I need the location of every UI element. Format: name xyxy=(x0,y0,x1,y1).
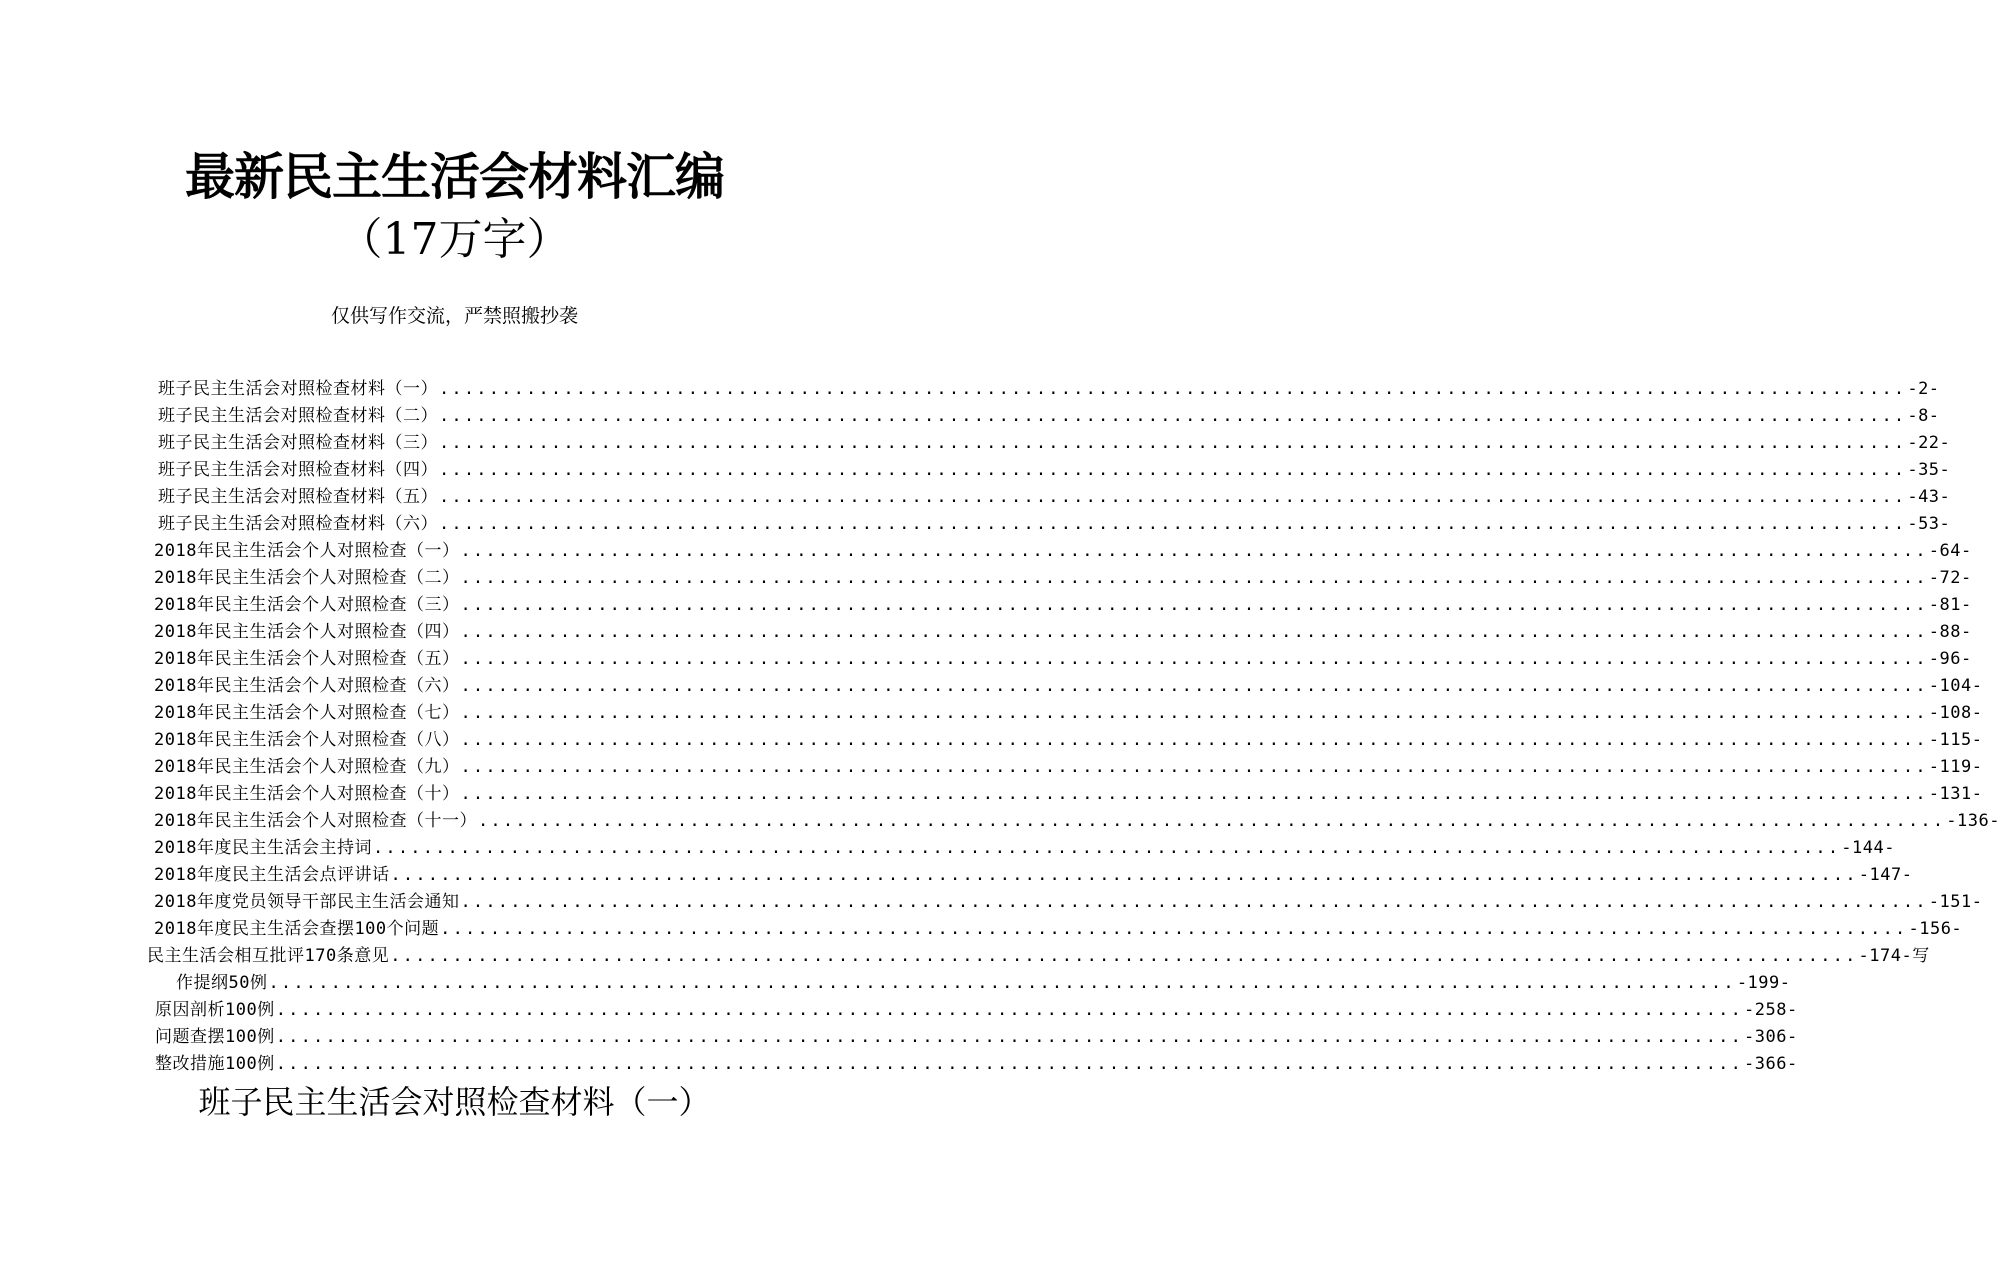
toc-entry-page: -53- xyxy=(1907,514,1951,534)
toc-entry[interactable] xyxy=(154,646,1972,673)
toc-entry[interactable] xyxy=(154,862,1913,889)
toc-dot-leader: ...................................................................................................................... xyxy=(275,1054,1744,1074)
toc-dot-leader: ...................................................................................................................... xyxy=(460,649,1928,669)
toc-entry-page: -96- xyxy=(1928,649,1972,669)
toc-entry-label: 2018年度民主生活会查摆100个问题 xyxy=(154,919,440,939)
toc-entry[interactable] xyxy=(154,781,1983,808)
toc-entry[interactable] xyxy=(158,430,1951,457)
toc-entry[interactable] xyxy=(154,700,1983,727)
toc-entry-label: 2018年民主生活会个人对照检查（六） xyxy=(154,676,460,696)
toc-entry-page: -306- xyxy=(1744,1027,1798,1047)
toc-dot-leader: ...................................................................................................................... xyxy=(439,514,1907,534)
toc-entry-page: -144- xyxy=(1841,838,1895,858)
toc-entry[interactable] xyxy=(158,376,1940,403)
toc-entry-label: 2018年民主生活会个人对照检查（一） xyxy=(154,541,460,561)
toc-dot-leader: ...................................................................................................................... xyxy=(390,865,1858,885)
toc-entry-label: 班子民主生活会对照检查材料（一） xyxy=(158,379,438,399)
toc-dot-leader: ...................................................................................................................... xyxy=(460,892,1928,912)
toc-entry[interactable] xyxy=(155,1024,1798,1051)
toc-entry-label: 作提纲50例 xyxy=(176,973,268,993)
toc-entry-page: -22- xyxy=(1907,433,1951,453)
toc-entry-page: -64- xyxy=(1928,541,1972,561)
toc-entry[interactable] xyxy=(158,484,1951,511)
toc-entry-page: -156- xyxy=(1908,919,1963,939)
toc-entry-page: -115- xyxy=(1928,730,1983,750)
toc-entry[interactable] xyxy=(154,727,1983,754)
toc-entry-page: -366- xyxy=(1744,1054,1798,1074)
toc-entry[interactable] xyxy=(147,943,1930,970)
toc-dot-leader: ...................................................................................................................... xyxy=(439,433,1907,453)
toc-entry-label: 2018年民主生活会个人对照检查（九） xyxy=(154,757,460,777)
document-subtitle: （17万字） xyxy=(338,214,571,265)
toc-dot-leader: ...................................................................................................................... xyxy=(460,730,1928,750)
toc-entry[interactable] xyxy=(155,1051,1798,1078)
toc-entry-page: -88- xyxy=(1928,622,1972,642)
toc-entry-label: 问题查摆100例 xyxy=(155,1027,275,1047)
toc-entry-page: -151- xyxy=(1928,892,1983,912)
toc-dot-leader: ...................................................................................................................... xyxy=(275,1027,1744,1047)
toc-entry-label: 2018年度民主生活会点评讲话 xyxy=(154,865,390,885)
toc-entry[interactable] xyxy=(158,511,1951,538)
toc-dot-leader: ...................................................................................................................... xyxy=(477,811,1946,831)
toc-entry-label: 班子民主生活会对照检查材料（二） xyxy=(158,406,438,426)
toc-entry-page: -119- xyxy=(1928,757,1983,777)
toc-entry[interactable] xyxy=(154,754,1983,781)
toc-entry-label: 2018年民主生活会个人对照检查（四） xyxy=(154,622,460,642)
toc-dot-leader: ...................................................................................................................... xyxy=(460,757,1928,777)
toc-entry-page: -2- xyxy=(1907,379,1940,399)
toc-entry-label: 2018年民主生活会个人对照检查（八） xyxy=(154,730,460,750)
toc-dot-leader: ...................................................................................................................... xyxy=(460,676,1928,696)
toc-entry-label: 民主生活会相互批评170条意见 xyxy=(147,946,390,966)
toc-entry[interactable] xyxy=(158,457,1951,484)
toc-dot-leader: ...................................................................................................................... xyxy=(460,784,1928,804)
toc-entry-page: -72- xyxy=(1928,568,1972,588)
toc-dot-leader: ...................................................................................................................... xyxy=(460,703,1928,723)
toc-entry-label: 班子民主生活会对照检查材料（三） xyxy=(158,433,438,453)
toc-dot-leader: ...................................................................................................................... xyxy=(439,379,1907,399)
toc-entry-page: -258- xyxy=(1744,1000,1798,1020)
toc-entry[interactable] xyxy=(154,835,1895,862)
toc-dot-leader: ...................................................................................................................... xyxy=(390,946,1858,966)
toc-entry-page: -199- xyxy=(1736,973,1791,993)
toc-dot-leader: ...................................................................................................................... xyxy=(268,973,1736,993)
toc-entry-page: -147- xyxy=(1858,865,1913,885)
toc-entry-page: -8- xyxy=(1907,406,1940,426)
toc-entry-label: 2018年民主生活会个人对照检查（十一） xyxy=(154,811,477,831)
toc-entry[interactable] xyxy=(154,538,1972,565)
toc-entry-label: 2018年民主生活会个人对照检查（七） xyxy=(154,703,460,723)
toc-entry[interactable] xyxy=(158,403,1940,430)
toc-dot-leader: ...................................................................................................................... xyxy=(439,487,1907,507)
toc-entry[interactable] xyxy=(155,997,1798,1024)
toc-entry-page: -108- xyxy=(1928,703,1983,723)
toc-entry[interactable] xyxy=(154,673,1983,700)
toc-dot-leader: ...................................................................................................................... xyxy=(372,838,1841,858)
toc-entry-page: -131- xyxy=(1928,784,1983,804)
toc-entry[interactable] xyxy=(154,889,1983,916)
section-heading: 班子民主生活会对照检查材料（一） xyxy=(198,1083,711,1121)
toc-entry-label: 班子民主生活会对照检查材料（四） xyxy=(158,460,438,480)
toc-dot-leader: ...................................................................................................................... xyxy=(460,568,1928,588)
toc-entry-label: 班子民主生活会对照检查材料（六） xyxy=(158,514,438,534)
toc-entry-page: -35- xyxy=(1907,460,1951,480)
toc-entry-label: 2018年度党员领导干部民主生活会通知 xyxy=(154,892,460,912)
toc-entry[interactable] xyxy=(154,619,1972,646)
toc-dot-leader: ...................................................................................................................... xyxy=(275,1000,1744,1020)
toc-entry[interactable] xyxy=(154,916,1963,943)
toc-dot-leader: ...................................................................................................................... xyxy=(439,406,1907,426)
toc-entry-label: 班子民主生活会对照检查材料（五） xyxy=(158,487,438,507)
toc-entry[interactable] xyxy=(176,970,1791,997)
toc-entry-label: 2018年度民主生活会主持词 xyxy=(154,838,372,858)
toc-entry-page: -43- xyxy=(1907,487,1951,507)
toc-entry-label: 2018年民主生活会个人对照检查（二） xyxy=(154,568,460,588)
usage-note: 仅供写作交流，严禁照搬抄袭 xyxy=(330,305,578,327)
toc-dot-leader: ...................................................................................................................... xyxy=(460,541,1928,561)
toc-entry-label: 2018年民主生活会个人对照检查（五） xyxy=(154,649,460,669)
toc-entry-label: 2018年民主生活会个人对照检查（十） xyxy=(154,784,460,804)
toc-entry-page: -174-写 xyxy=(1858,946,1930,966)
toc-entry[interactable] xyxy=(154,808,2000,835)
toc-dot-leader: ...................................................................................................................... xyxy=(460,595,1928,615)
toc-entry-page: -136- xyxy=(1946,811,2000,831)
toc-dot-leader: ...................................................................................................................... xyxy=(460,622,1928,642)
toc-dot-leader: ...................................................................................................................... xyxy=(439,460,1907,480)
toc-entry-label: 2018年民主生活会个人对照检查（三） xyxy=(154,595,460,615)
toc-entry-page: -81- xyxy=(1928,595,1972,615)
toc-entry-label: 原因剖析100例 xyxy=(155,1000,275,1020)
toc-entry-label: 整改措施100例 xyxy=(155,1054,275,1074)
toc-dot-leader: ...................................................................................................................... xyxy=(440,919,1908,939)
toc-entry[interactable] xyxy=(154,565,1972,592)
toc-entry[interactable] xyxy=(154,592,1972,619)
toc-entry-page: -104- xyxy=(1928,676,1983,696)
document-title: 最新民主生活会材料汇编 xyxy=(185,148,724,206)
